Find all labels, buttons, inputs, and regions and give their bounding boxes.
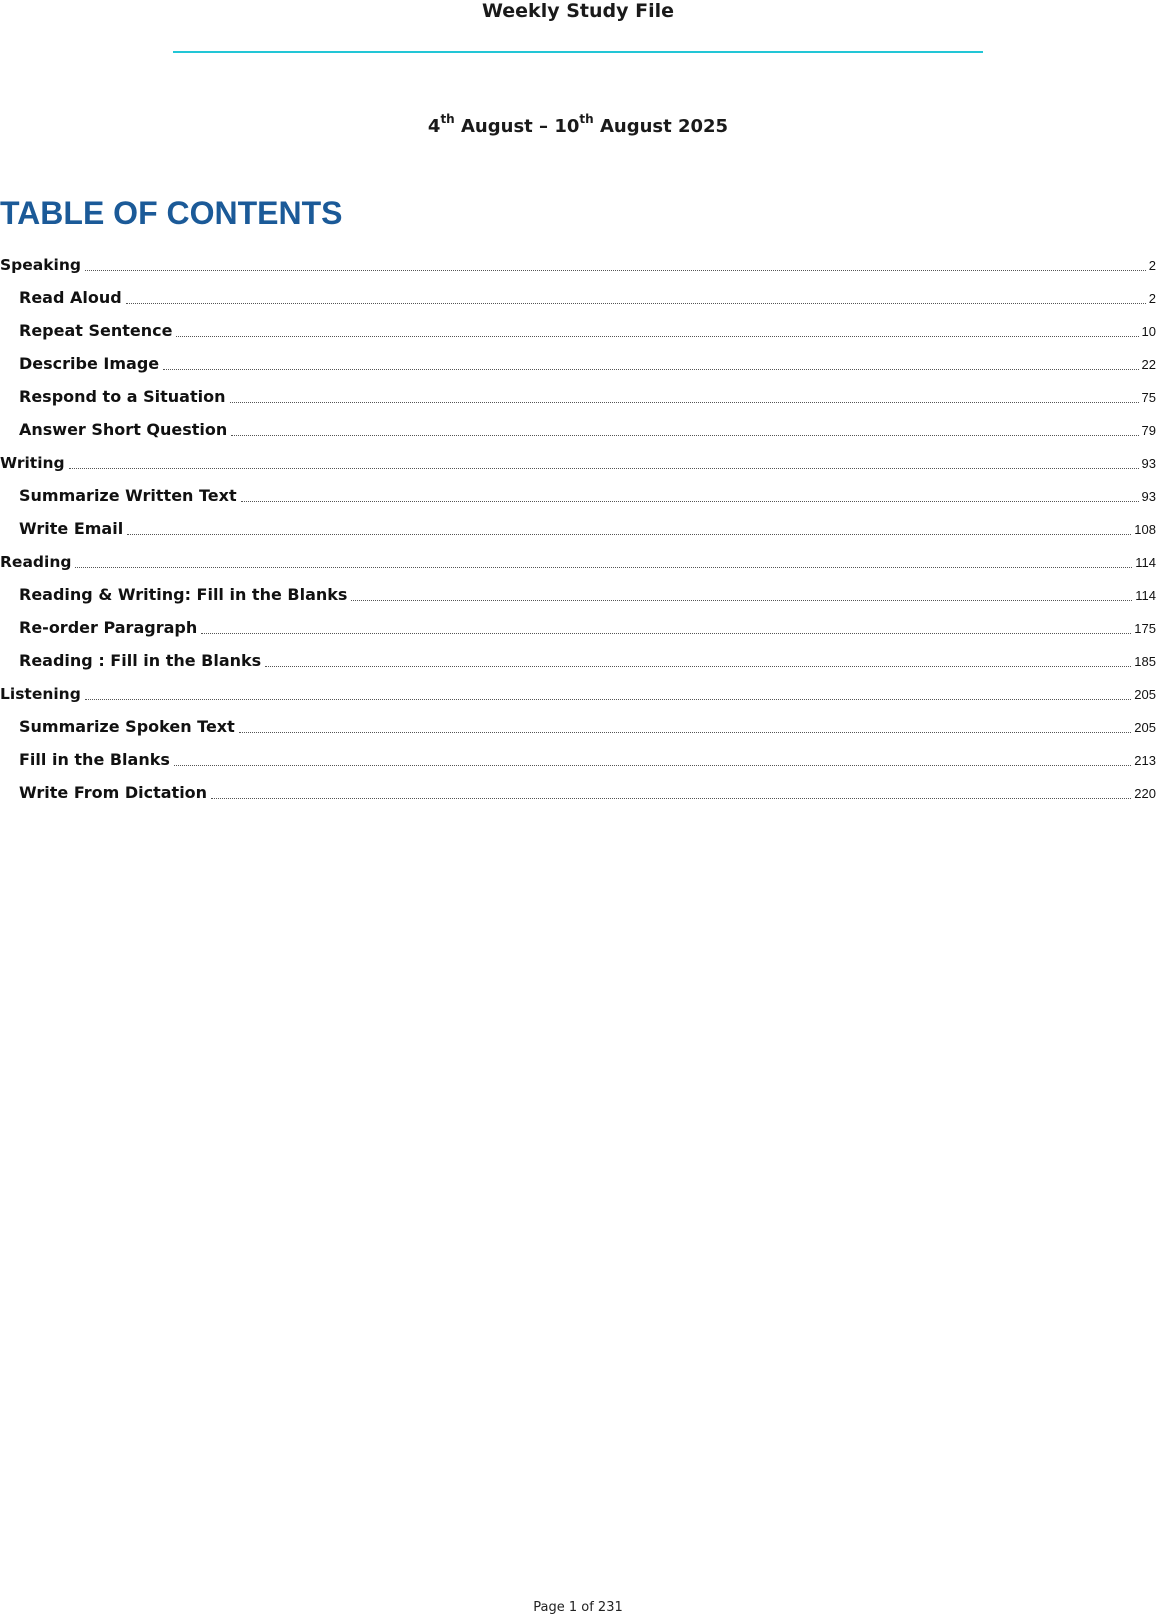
toc-entry[interactable]: [0, 778, 1156, 811]
toc-entry-label[interactable]: Reading: [0, 553, 72, 571]
toc-entry-page-number[interactable]: 205: [1134, 720, 1156, 735]
end-day-suffix: th: [579, 112, 594, 126]
toc-entry-page-number[interactable]: 175: [1134, 621, 1156, 636]
toc-entry-page-number[interactable]: 108: [1134, 522, 1156, 537]
toc-dot-leader: [69, 468, 1139, 469]
toc-entry-label[interactable]: Read Aloud: [19, 288, 122, 307]
toc-entry[interactable]: [0, 415, 1156, 448]
end-month-year: August 2025: [599, 116, 729, 137]
start-month: August: [461, 116, 533, 137]
toc-dot-leader: [85, 699, 1131, 700]
toc-entry-page-number[interactable]: 75: [1141, 390, 1156, 405]
toc-entry-label[interactable]: Summarize Spoken Text: [19, 717, 235, 736]
toc-dot-leader: [126, 303, 1146, 304]
toc-dot-leader: [127, 534, 1131, 535]
toc-entry[interactable]: [0, 613, 1156, 646]
toc-list: [0, 250, 1156, 811]
toc-entry-label[interactable]: Respond to a Situation: [19, 387, 226, 406]
toc-entry-page-number[interactable]: 93: [1141, 489, 1156, 504]
toc-entry[interactable]: [0, 283, 1156, 316]
toc-entry-page-number[interactable]: 2: [1148, 258, 1156, 273]
document-header-title: Weekly Study File: [482, 0, 674, 22]
toc-entry-label[interactable]: Describe Image: [19, 354, 160, 373]
toc-dot-leader: [163, 369, 1138, 370]
toc-entry[interactable]: [0, 547, 1156, 580]
toc-entry[interactable]: [0, 580, 1156, 613]
toc-dot-leader: [75, 567, 1132, 568]
toc-entry-page-number[interactable]: 213: [1134, 753, 1156, 768]
date-range: [0, 113, 1156, 141]
toc-dot-leader: [174, 765, 1131, 766]
toc-entry-label[interactable]: Repeat Sentence: [19, 321, 173, 340]
toc-entry-label[interactable]: Answer Short Question: [19, 420, 228, 439]
toc-entry-label[interactable]: Re-order Paragraph: [19, 618, 198, 637]
toc-dot-leader: [176, 336, 1138, 337]
toc-entry[interactable]: [0, 514, 1156, 547]
start-day: 4: [427, 116, 441, 137]
toc-entry[interactable]: [0, 448, 1156, 481]
toc-entry-page-number[interactable]: 22: [1141, 357, 1156, 372]
toc-entry[interactable]: [0, 679, 1156, 712]
toc-entry[interactable]: [0, 712, 1156, 745]
toc-entry[interactable]: [0, 382, 1156, 415]
start-day-suffix: th: [440, 112, 455, 126]
header-divider: [173, 51, 983, 53]
toc-entry-page-number[interactable]: 2: [1148, 291, 1156, 306]
toc-entry-label[interactable]: Writing: [0, 454, 65, 472]
toc-dot-leader: [265, 666, 1131, 667]
toc-entry-page-number[interactable]: 114: [1135, 588, 1156, 603]
toc-entry-page-number[interactable]: 114: [1135, 555, 1156, 570]
toc-entry-label[interactable]: Speaking: [0, 256, 81, 274]
toc-entry-page-number[interactable]: 93: [1141, 456, 1156, 471]
end-day: 10: [554, 116, 580, 137]
toc-entry-page-number[interactable]: 220: [1134, 786, 1156, 801]
toc-heading: TABLE OF CONTENTS: [0, 195, 343, 231]
toc-entry-label[interactable]: Reading : Fill in the Blanks: [19, 651, 262, 670]
toc-dot-leader: [231, 435, 1138, 436]
toc-entry-page-number[interactable]: 79: [1141, 423, 1156, 438]
page-footer: Page 1 of 231: [533, 1600, 623, 1615]
toc-entry[interactable]: [0, 481, 1156, 514]
toc-dot-leader: [351, 600, 1132, 601]
toc-dot-leader: [230, 402, 1139, 403]
toc-entry-label[interactable]: Fill in the Blanks: [19, 750, 170, 769]
toc-dot-leader: [241, 501, 1139, 502]
toc-dot-leader: [211, 798, 1131, 799]
toc-entry[interactable]: [0, 316, 1156, 349]
toc-entry[interactable]: [0, 646, 1156, 679]
toc-entry-page-number[interactable]: 205: [1134, 687, 1156, 702]
toc-entry-label[interactable]: Reading & Writing: Fill in the Blanks: [19, 585, 348, 604]
toc-dot-leader: [239, 732, 1132, 733]
toc-entry[interactable]: [0, 745, 1156, 778]
toc-entry-label[interactable]: Write From Dictation: [19, 783, 208, 802]
toc-dot-leader: [85, 270, 1146, 271]
toc-entry-label[interactable]: Summarize Written Text: [19, 486, 237, 505]
toc-entry-page-number[interactable]: 185: [1134, 654, 1156, 669]
toc-dot-leader: [201, 633, 1131, 634]
toc-entry-label[interactable]: Write Email: [19, 519, 124, 538]
toc-entry-label[interactable]: Listening: [0, 685, 81, 703]
date-separator: –: [539, 116, 549, 137]
toc-entry[interactable]: [0, 250, 1156, 283]
toc-entry[interactable]: [0, 349, 1156, 382]
toc-entry-page-number[interactable]: 10: [1141, 324, 1156, 339]
